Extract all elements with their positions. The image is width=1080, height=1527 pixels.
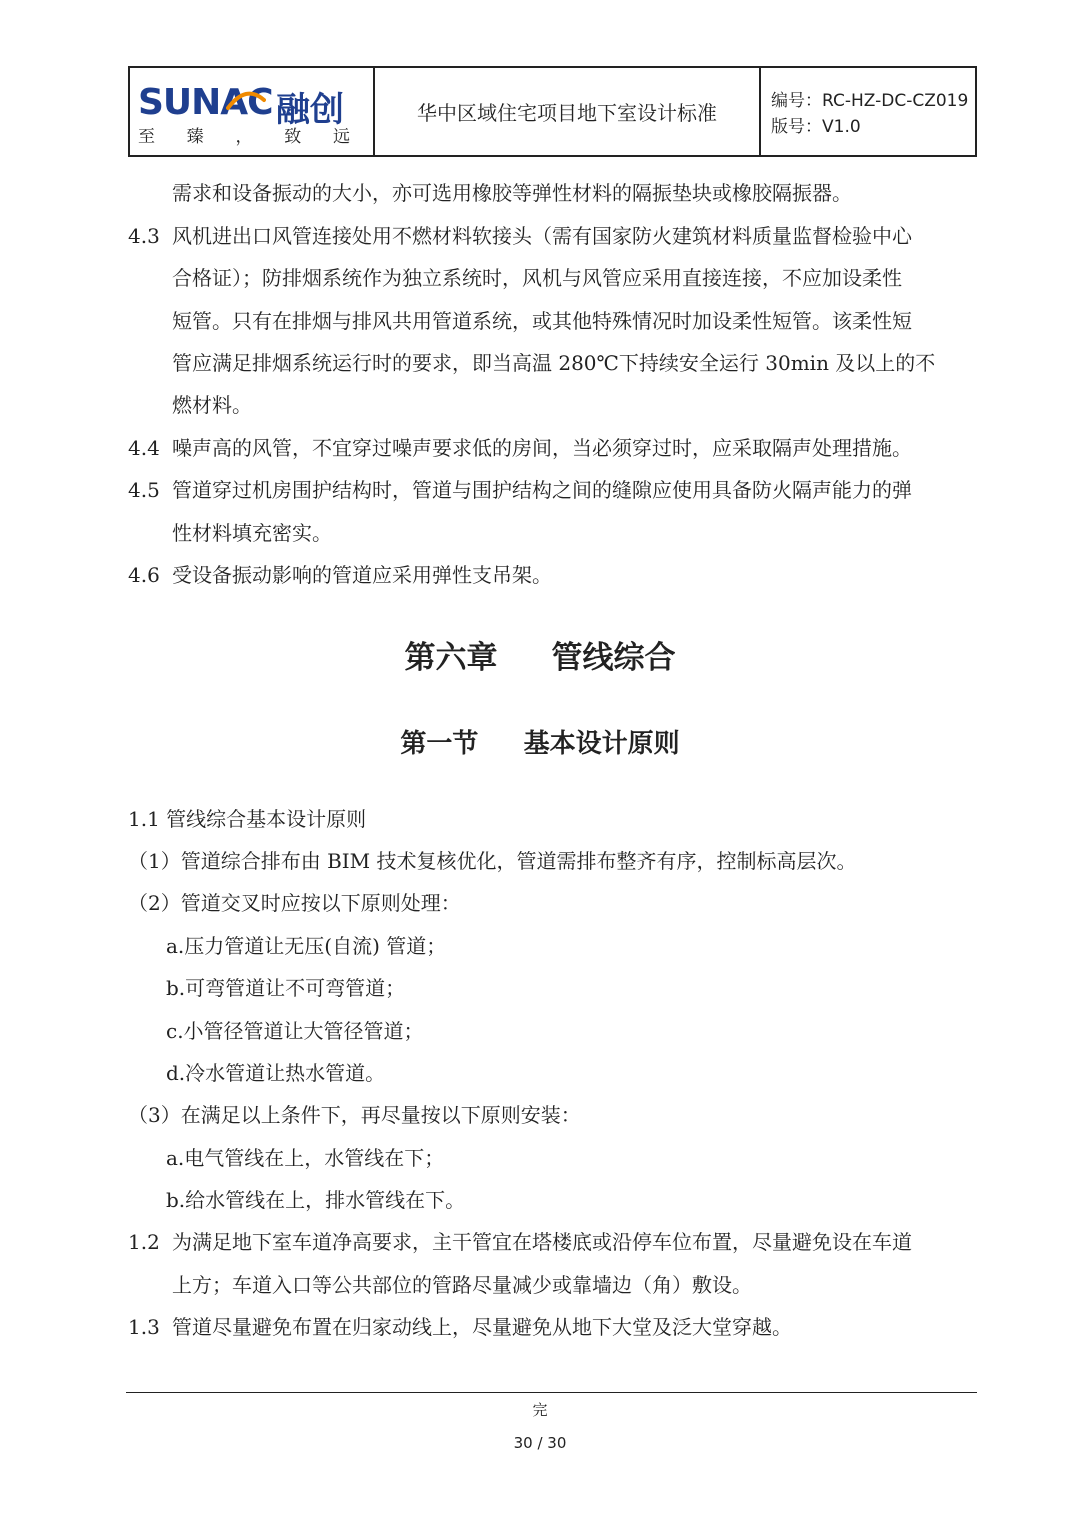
paragraph-line: 性材料填充密实。	[172, 521, 332, 545]
footer-divider	[126, 1392, 977, 1393]
company-logo	[130, 68, 375, 155]
paragraph-line: 噪声高的风管，不宜穿过噪声要求低的房间，当必须穿过时，应采取隔声处理措施。	[172, 436, 912, 460]
list-item: d.冷水管道让热水管道。	[166, 1061, 386, 1085]
logo-tagline	[138, 122, 350, 147]
document-title: 华中区域住宅项目地下室设计标准	[375, 68, 761, 155]
paragraph-line: 受设备振动影响的管道应采用弹性支吊架。	[172, 563, 552, 587]
paragraph-line: 风机进出口风管连接处用不燃材料软接头（需有国家防火建筑材料质量监督检验中心	[172, 224, 912, 248]
subsection-title: 1.1 管线综合基本设计原则	[128, 807, 367, 831]
logo-tag-char: 至	[138, 127, 155, 147]
list-item: （3）在满足以上条件下，再尽量按以下原则安装：	[128, 1103, 581, 1127]
logo-tag-char: 臻	[186, 127, 204, 147]
paragraph-line: 管道穿过机房围护结构时，管道与围护结构之间的缝隙应使用具备防火隔声能力的弹	[172, 478, 912, 502]
section-heading: 第一节 基本设计原则	[400, 729, 680, 759]
logo-swoosh-icon	[226, 90, 266, 112]
list-item: c.小管径管道让大管径管道；	[166, 1019, 424, 1043]
clause-number: 1.3	[128, 1315, 160, 1339]
paragraph-line: 合格证）；防排烟系统作为独立系统时，风机与风管应采用直接连接，不应加设柔性	[172, 266, 902, 290]
clause-number: 4.4	[128, 436, 160, 460]
paragraph-line: 上方；车道入口等公共部位的管路尽量减少或靠墙边（角）敷设。	[172, 1273, 752, 1297]
logo-tag-char: ，	[235, 127, 253, 147]
paragraph-line: 管道尽量避免布置在归家动线上，尽量避免从地下大堂及泛大堂穿越。	[172, 1315, 792, 1339]
document-header	[128, 66, 977, 157]
list-item: a.电气管线在上，水管线在下；	[166, 1146, 445, 1170]
logo-text-cn: 融创	[276, 90, 344, 130]
clause-number: 4.5	[128, 478, 160, 502]
page-number: 30 / 30	[513, 1434, 567, 1452]
chapter-heading: 第六章 管线综合	[404, 640, 676, 676]
logo-tag-char: 致	[284, 127, 302, 147]
paragraph-line: 燃材料。	[172, 393, 252, 417]
paragraph-line: 管应满足排烟系统运行时的要求，即当高温 280℃下持续安全运行 30min 及以上的不	[172, 351, 936, 375]
end-mark: 完	[532, 1401, 548, 1419]
clause-number: 4.6	[128, 563, 160, 587]
list-item: b.可弯管道让不可弯管道；	[166, 976, 406, 1000]
logo-text-en: SUNAC	[138, 82, 273, 123]
list-item: （2）管道交叉时应按以下原则处理：	[128, 891, 461, 915]
document-version: 版号：V1.0	[771, 117, 861, 137]
list-item: b.给水管线在上，排水管线在下。	[166, 1188, 466, 1212]
document-code: 编号：RC-HZ-DC-CZ019	[771, 91, 969, 111]
paragraph-line: 为满足地下室车道净高要求，主干管宜在塔楼底或沿停车位布置，尽量避免设在车道	[172, 1230, 912, 1254]
list-item: （1）管道综合排布由 BIM 技术复核优化，管道需排布整齐有序，控制标高层次。	[128, 849, 857, 873]
paragraph-line: 需求和设备振动的大小，亦可选用橡胶等弹性材料的隔振垫块或橡胶隔振器。	[172, 181, 852, 205]
clause-number: 1.2	[128, 1230, 160, 1254]
document-info	[761, 68, 975, 155]
list-item: a.压力管道让无压(自流) 管道；	[166, 934, 447, 958]
logo-tag-char: 远	[333, 127, 350, 147]
paragraph-line: 短管。只有在排烟与排风共用管道系统，或其他特殊情况时加设柔性短管。该柔性短	[172, 309, 912, 333]
clause-number: 4.3	[128, 224, 160, 248]
